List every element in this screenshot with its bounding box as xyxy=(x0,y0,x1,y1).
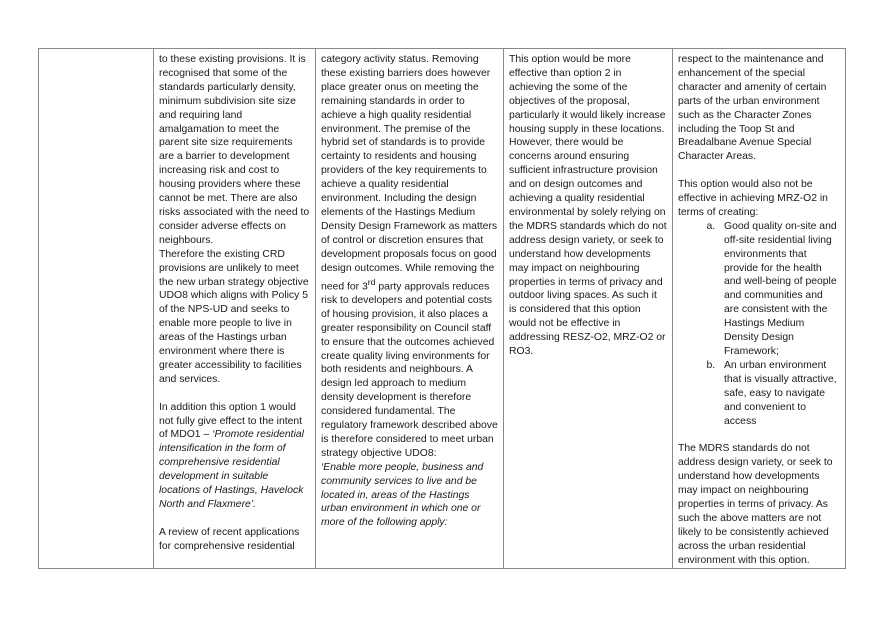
paragraph xyxy=(321,53,498,461)
options-evaluation-table xyxy=(38,48,846,569)
quoted-text: ‘Enable more people, business and community services to live and be located in, areas of the Hastings urban environment in which one or more of the following apply: xyxy=(321,461,484,529)
table-row xyxy=(39,49,846,569)
paragraph-text: category activity status. Removing these existing barriers does however place greater onus on meeting the remaining standards in order to achieve a high quality residential environment. The premise of the hybrid set of standards is to provide certainty to residents and housing providers of the key requirements to achieve a quality residential environment. Including the design elements of the Hastings Medium Density Design Framework as matters of control or discretion ensures that development proposals focus on good design outcomes. While removing the need for 3 xyxy=(321,54,498,292)
paragraph xyxy=(159,401,310,512)
list-item: a. Good quality on-site and off-site residential living environments that provide for the health and well-being of people and communities and are consistent with the Hastings Medium Density Design Framework; xyxy=(718,220,840,359)
list-item: b. An urban environment that is visually attractive, safe, easy to navigate and convenient to access xyxy=(718,359,840,429)
paragraph-text: In addition this option 1 would not fully give effect to the intent of MDO1 – xyxy=(159,401,303,441)
paragraph-text: party approvals reduces risk to developers and potential costs of housing provision, it also places a greater responsibility on Council staff to ensure that the outcomes achieved create quality living environments for both residents and neighbours. A design led approach to medium density development is therefore considered fundamental. The regulatory framework described above is therefore considered to meet urban strategy objective UDO8: xyxy=(321,280,498,459)
criteria-list xyxy=(678,220,840,429)
paragraph: respect to the maintenance and enhancement of the special character and amenity of certain parts of the urban environment such as the Character Zones including the Toop St and Breadalbane Avenue Special Character Areas. xyxy=(678,54,827,163)
paragraph: to these existing provisions. It is recognised that some of the standards particularly density, minimum subdivision site size and requiring land amalgamation to meet the parent site size requirements are a barrier to development increasing risk and cost to housing providers where these cannot be met. There are also risks associated with the need to consider adverse effects on neighbours. xyxy=(159,54,310,246)
table-cell-empty xyxy=(39,49,154,569)
table-cell-column-4 xyxy=(673,49,846,569)
paragraph: A review of recent applications for comprehensive residential xyxy=(159,526,300,552)
table-cell-column-2 xyxy=(316,49,504,569)
paragraph: This option would be more effective than option 2 in achieving the some of the objectives of the proposal, particularly it would likely increase housing supply in these locations. However, there would be concerns around ensuring sufficient infrastructure provision and on design outcomes and achieving a quality residential environmental by solely relying on the MDRS standards which do not address design variety, or seek to understand how developments may impact on neighbouring properties in terms of privacy and outdoor living spaces. As such it is considered that this option would not be effective in addressing RESZ-O2, MRZ-O2 or RO3. xyxy=(509,54,667,358)
table-cell-column-1 xyxy=(154,49,316,569)
paragraph: Therefore the existing CRD provisions are unlikely to meet the new urban strategy objective UDO8 which aligns with Policy 5 of the NPS-UD and seeks to enable more people to live in areas of the Hastings urban environment where there is greater accessibility to facilities and services. xyxy=(159,248,309,385)
table-cell-column-3 xyxy=(504,49,673,569)
paragraph xyxy=(321,461,498,531)
quoted-text: ‘Promote residential intensification in the form of comprehensive residential development in suitable locations of Hastings, Havelock North and Flaxmere’. xyxy=(159,429,304,510)
paragraph: This option would also not be effective in achieving MRZ-O2 in terms of creating: xyxy=(678,179,828,218)
superscript: rd xyxy=(367,276,376,287)
paragraph: The MDRS standards do not address design variety, or seek to understand how developments may impact on neighbouring properties in terms of privacy. As such the above matters are not likely to be consistently achieved across the urban residential environment with this option. xyxy=(678,443,833,566)
